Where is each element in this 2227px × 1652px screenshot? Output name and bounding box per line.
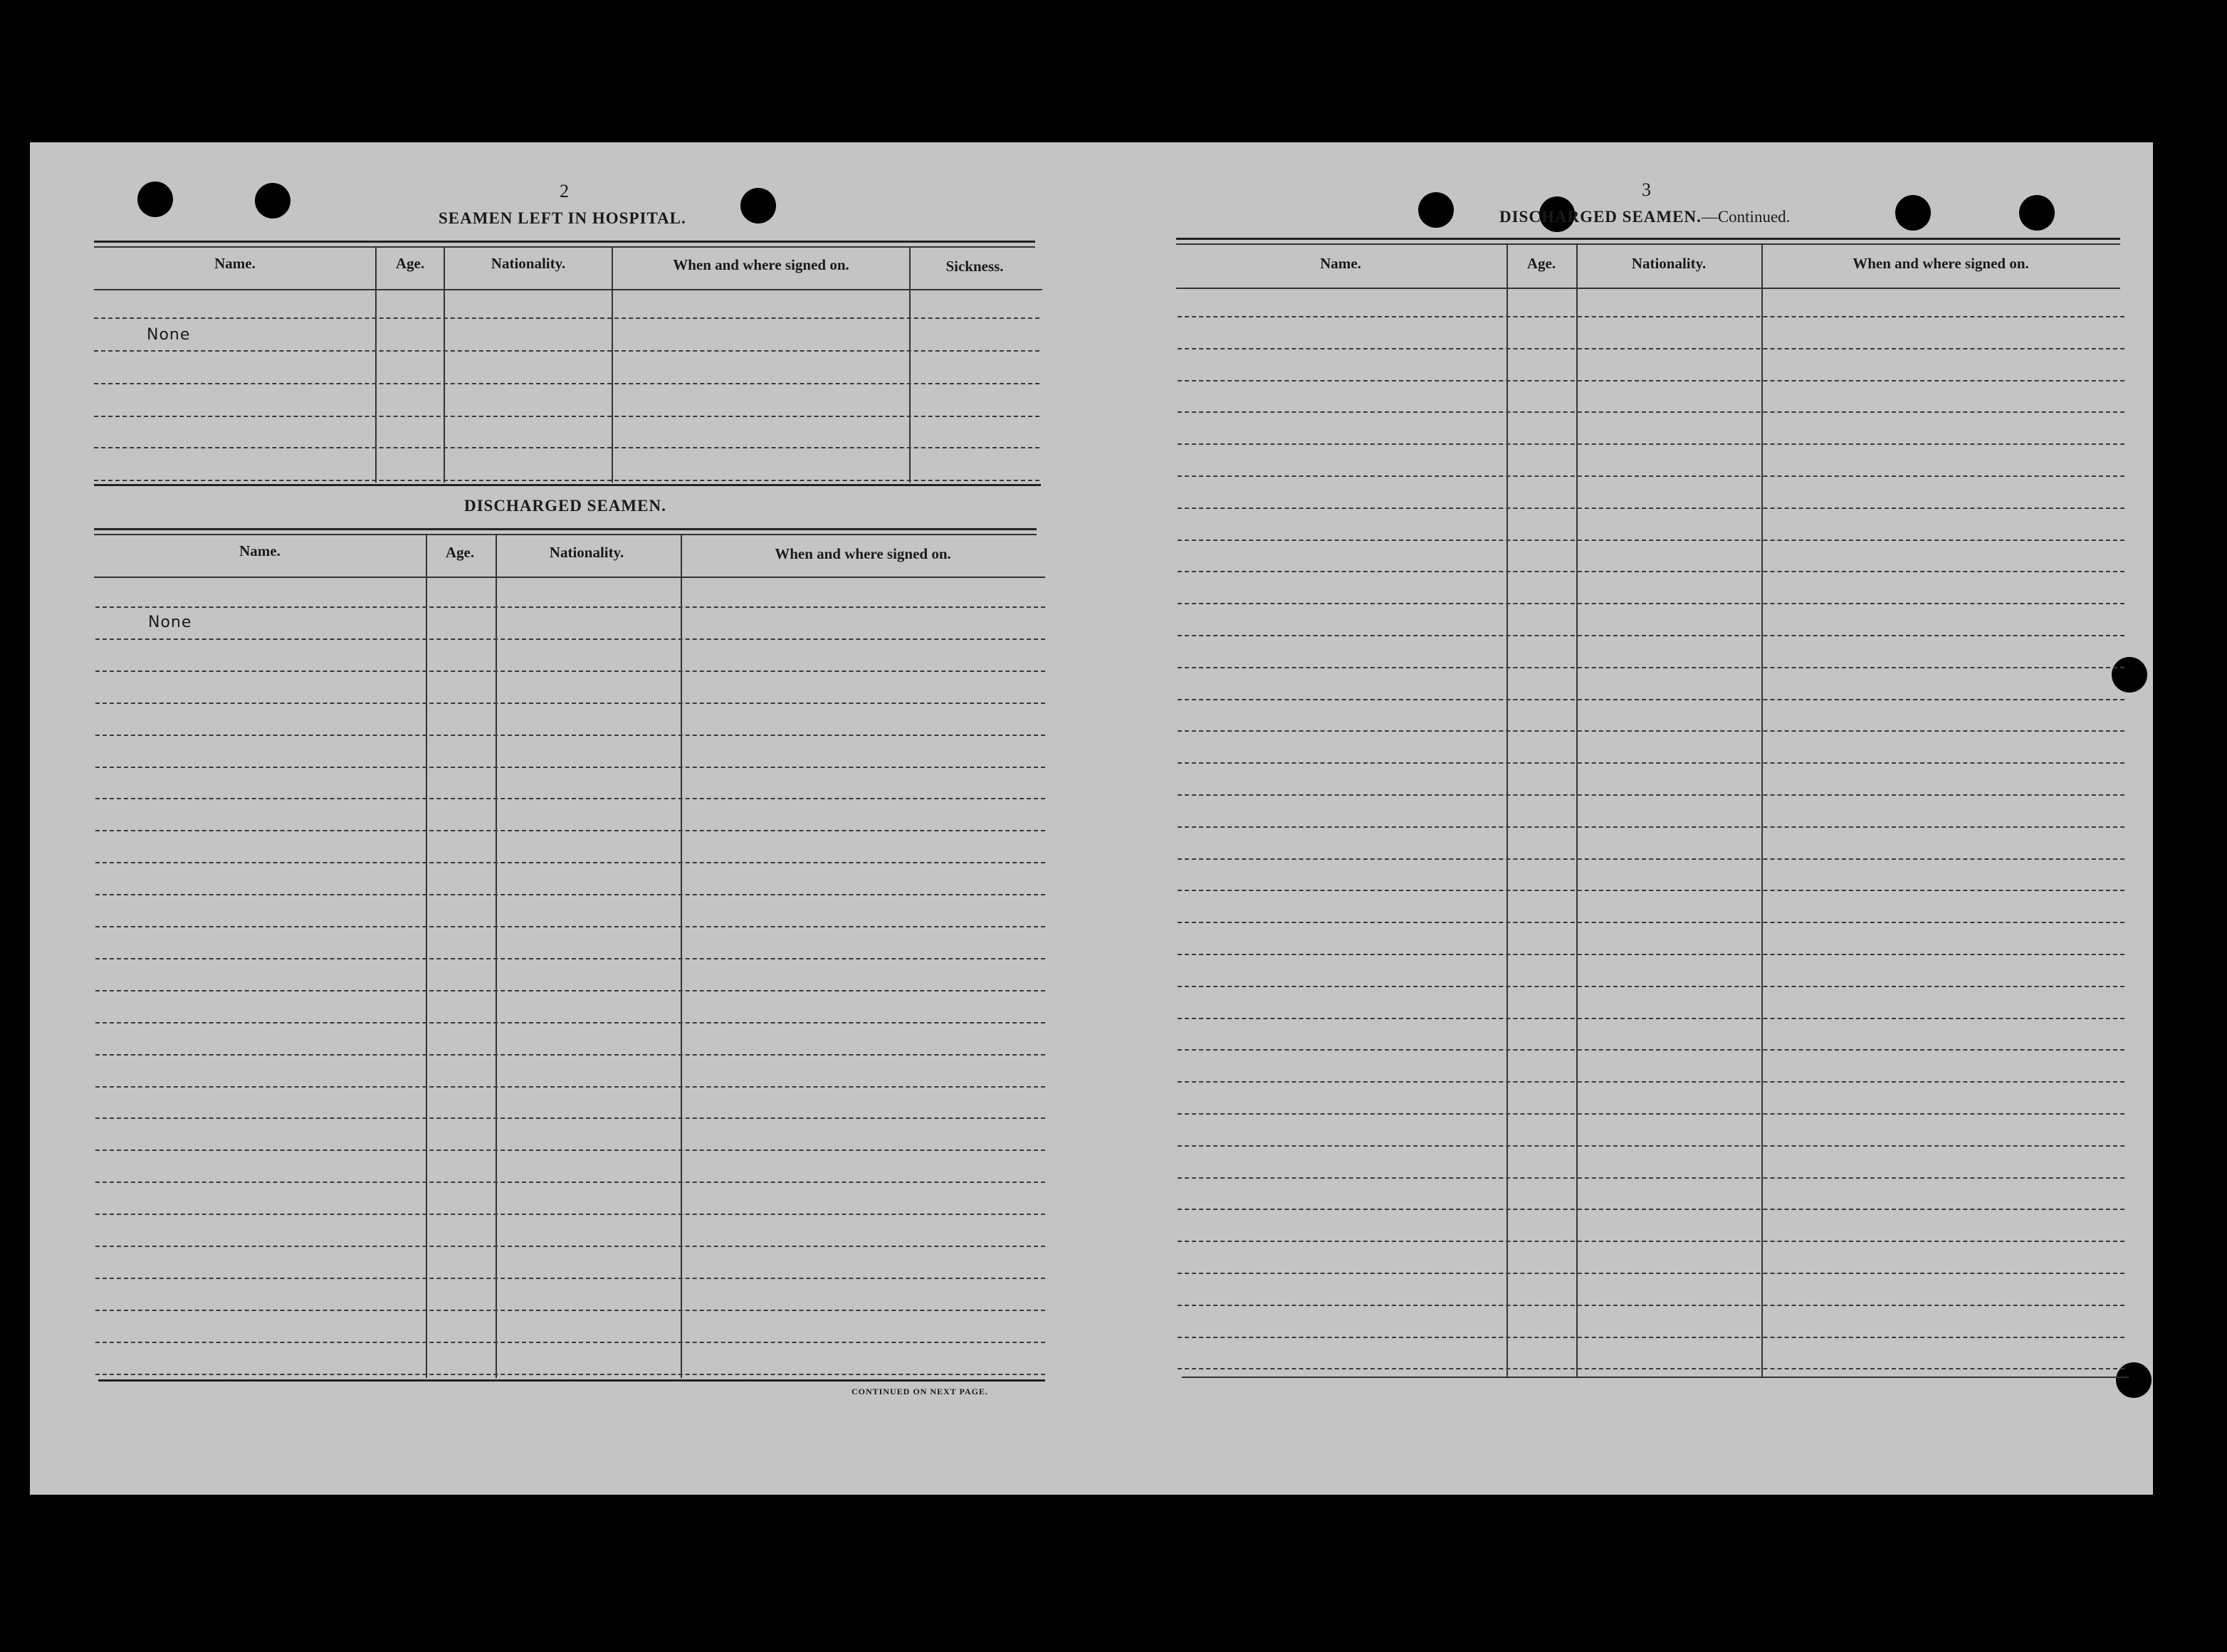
column-header-age: Age. [395,255,425,272]
entry-row-line [1178,1368,2124,1369]
hospital-section-title: SEAMEN LEFT IN HOSPITAL. [439,209,686,227]
entry-row-line [1178,1209,2124,1210]
column-header-signed-on: When and where signed on. [775,545,951,562]
column-header-name: Name. [1320,255,1361,272]
column-header-age: Age. [445,544,475,561]
entry-row-line [1178,348,2124,349]
entry-row-line [1178,316,2124,317]
entry-row-line [1178,411,2124,413]
entry-row-line [1178,1177,2124,1179]
entry-row-line [1178,954,2124,955]
header-rule [1176,288,2120,289]
entry-row-line [1178,922,2124,923]
column-header-nationality: Nationality. [549,544,624,561]
entry-row-line [1178,603,2124,604]
entry-row-line [1178,443,2124,445]
entry-row-line [1178,1305,2124,1306]
column-header-age: Age. [1526,255,1556,272]
entry-row-line [1178,1273,2124,1274]
title-suffix: —Continued. [1701,208,1791,226]
entry-row-line [1178,1113,2124,1115]
column-rule [1761,245,1763,1377]
entry-row-line [1178,826,2124,828]
entry-row-line [1178,1337,2124,1338]
entry-row-line [1178,762,2124,764]
entry-row-line [1178,571,2124,572]
entry-row-line [1178,890,2124,891]
column-rule [1576,245,1578,1377]
column-rule [1506,245,1508,1377]
column-header-sickness: Sickness. [945,258,1004,275]
discharged-section-title: DISCHARGED SEAMEN. [464,497,666,515]
entry-row-line [1178,1018,2124,1019]
entry-row-line [1178,1049,2124,1051]
entry-row-line [1178,794,2124,796]
column-header-signed-on: When and where signed on. [673,256,849,273]
entry-row-line [1178,475,2124,477]
column-header-nationality: Nationality. [491,255,566,272]
page-number: 3 [1642,179,1651,200]
page-number: 2 [560,181,569,201]
entry-row-line [1178,540,2124,541]
title-main: DISCHARGED SEAMEN. [1499,208,1702,226]
divider [1176,238,2120,240]
column-header-name: Name. [239,542,281,559]
divider [1182,1377,2129,1378]
discharged-entry-text: None [148,614,192,631]
entry-row-line [1178,667,2124,668]
hospital-entry-text: None [147,326,191,344]
entry-row-line [1178,858,2124,860]
column-header-nationality: Nationality. [1631,255,1707,272]
entry-row-line [1178,730,2124,732]
entry-row-line [1178,1241,2124,1242]
entry-row-line [1178,507,2124,509]
entry-row-line [1178,635,2124,636]
entry-row-line [1178,380,2124,382]
entry-row-line [1178,1081,2124,1083]
divider [1176,243,2120,245]
entry-row-line [1178,1145,2124,1147]
entry-row-line [1178,699,2124,700]
continued-note: CONTINUED ON NEXT PAGE. [852,1387,988,1396]
entry-row-line [1178,986,2124,987]
column-header-name: Name. [214,255,256,272]
discharged-continued-title [1499,208,1790,226]
column-header-signed-on: When and where signed on. [1853,255,2029,272]
